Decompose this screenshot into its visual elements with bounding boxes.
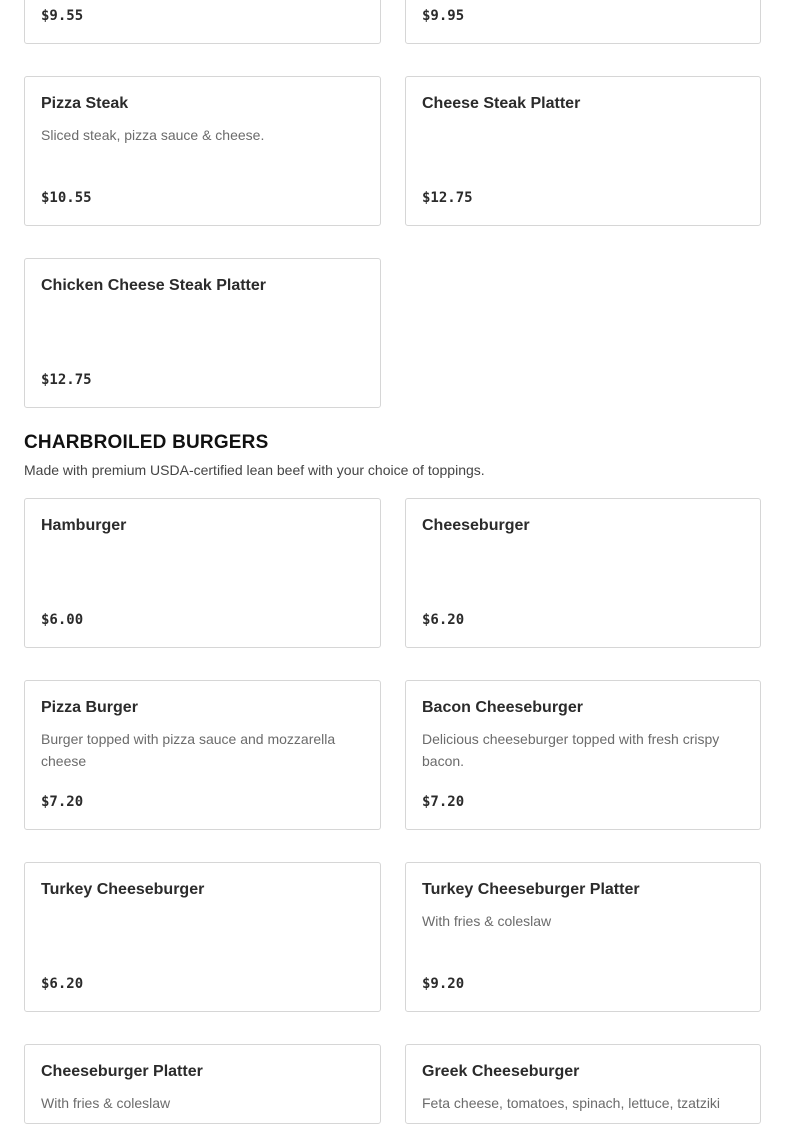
menu-item-card[interactable] — [24, 680, 381, 830]
item-name: Cheeseburger — [422, 517, 530, 534]
item-price: $10.55 — [41, 190, 92, 206]
item-price: $12.75 — [422, 190, 473, 206]
item-name: Turkey Cheeseburger — [41, 881, 205, 898]
menu-item-card[interactable] — [405, 1044, 761, 1124]
menu-item-card[interactable] — [24, 862, 381, 1012]
item-price: $6.20 — [422, 612, 465, 628]
menu-item-card[interactable] — [405, 680, 761, 830]
item-description: Feta cheese, tomatoes, spinach, lettuce, tzatziki — [422, 1095, 721, 1111]
item-description: With fries & coleslaw — [422, 913, 552, 929]
menu-item-card[interactable] — [24, 498, 381, 648]
item-name: Cheeseburger Platter — [41, 1063, 203, 1080]
item-name: Greek Cheeseburger — [422, 1063, 580, 1080]
menu-item-card[interactable] — [24, 0, 381, 44]
menu-item-card[interactable] — [405, 498, 761, 648]
item-name: Cheese Steak Platter — [422, 95, 581, 112]
item-price: $6.20 — [41, 976, 84, 992]
item-price: $9.95 — [422, 8, 465, 24]
item-name: Pizza Burger — [41, 699, 138, 716]
item-description: With fries & coleslaw — [41, 1095, 171, 1111]
item-name: Pizza Steak — [41, 95, 129, 112]
menu-item-card[interactable] — [24, 1044, 381, 1124]
menu-item-card[interactable] — [405, 862, 761, 1012]
item-price: $9.20 — [422, 976, 465, 992]
item-name: Chicken Cheese Steak Platter — [41, 277, 266, 294]
section-subtitle: Made with premium USDA-certified lean beef with your choice of toppings. — [24, 462, 485, 478]
item-name: Bacon Cheeseburger — [422, 699, 583, 716]
item-price: $7.20 — [41, 794, 84, 810]
menu-item-card[interactable] — [24, 76, 381, 226]
item-description: Burger topped with pizza sauce and mozzarella cheese — [41, 731, 336, 769]
item-price: $12.75 — [41, 372, 92, 388]
item-description: Delicious cheeseburger topped with fresh crispy bacon. — [422, 731, 720, 769]
item-price: $6.00 — [41, 612, 84, 628]
menu-item-card[interactable] — [405, 76, 761, 226]
item-name: Hamburger — [41, 517, 127, 534]
item-description: Sliced steak, pizza sauce & cheese. — [41, 127, 265, 143]
item-price: $9.55 — [41, 8, 84, 24]
menu-item-card[interactable] — [24, 258, 381, 408]
item-name: Turkey Cheeseburger Platter — [422, 881, 640, 898]
menu-item-card[interactable] — [405, 0, 761, 44]
item-price: $7.20 — [422, 794, 465, 810]
section-title: CHARBROILED BURGERS — [24, 432, 269, 453]
